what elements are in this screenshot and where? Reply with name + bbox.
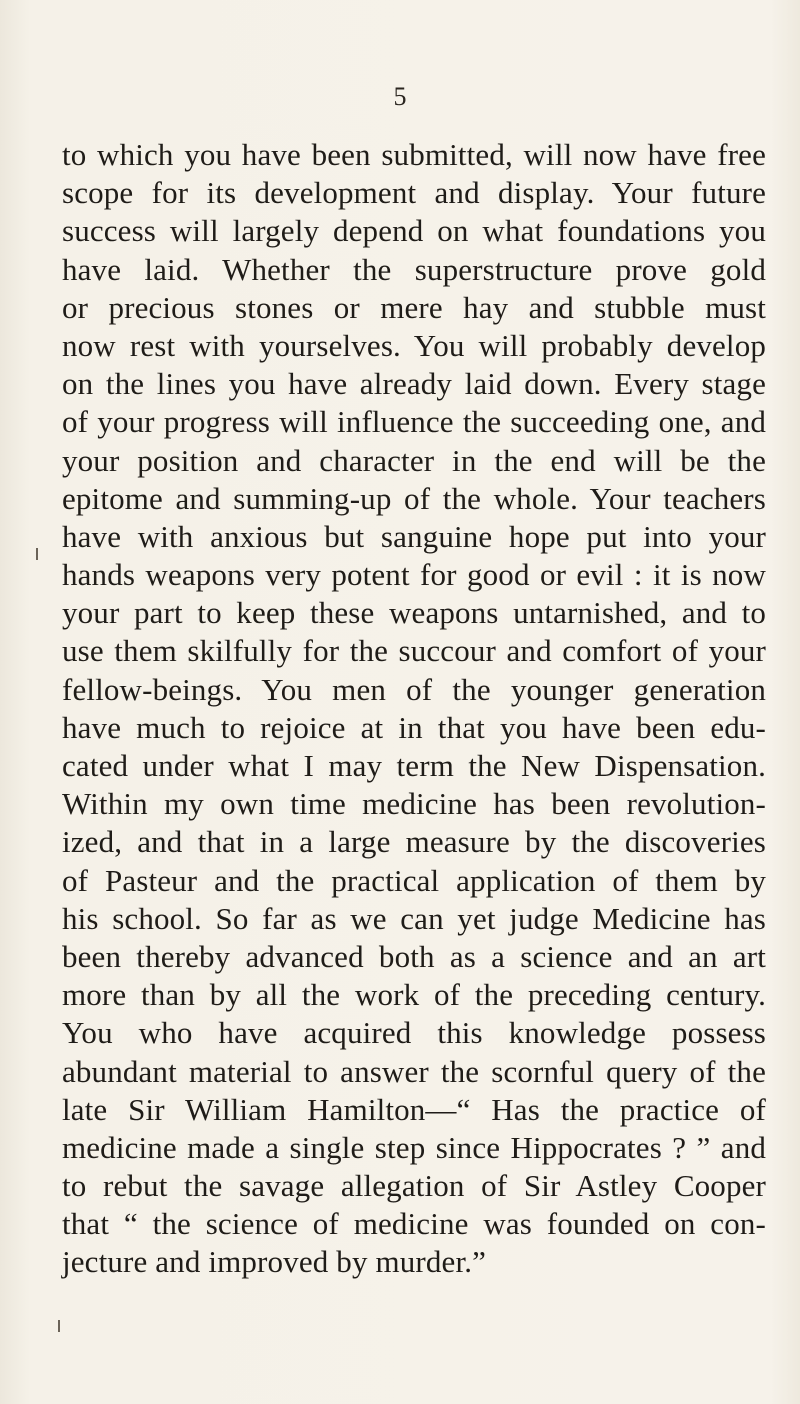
text-line: been thereby advanced both as a science and an art (62, 938, 766, 974)
text-line: epitome and summing-up of the whole. Your teachers (62, 480, 766, 516)
text-line: late Sir William Hamilton—“ Has the practice of (62, 1091, 766, 1127)
page-number: 5 (393, 82, 407, 111)
margin-mark (58, 1320, 60, 1332)
text-line: of Pasteur and the practical application of them by (62, 862, 766, 898)
text-line: to which you have been submitted, will now have free (62, 137, 766, 172)
text-line: your part to keep these weapons untarnished, and to (62, 595, 766, 631)
text-line: on the lines you have already laid down. Every stage (62, 366, 766, 402)
text-line: have with anxious but sanguine hope put into your (62, 518, 766, 554)
text-line: use them skilfully for the succour and comfort of your (62, 633, 766, 669)
text-line: his school. So far as we can yet judge Medicine has (62, 900, 766, 936)
text-line: scope for its development and display. Your future (62, 175, 766, 211)
text-line: hands weapons very potent for good or evil : it is now (62, 557, 766, 593)
text-line: medicine made a single step since Hippocrates ? ” and (62, 1129, 766, 1165)
margin-mark (36, 548, 38, 560)
text-line: have much to rejoice at in that you have been edu- (62, 709, 766, 745)
text-line: of your progress will influence the succeeding one, and (62, 404, 766, 440)
text-line: abundant material to answer the scornful query of the (62, 1053, 766, 1089)
text-line: Within my own time medicine has been revolution- (62, 786, 766, 822)
text-line: more than by all the work of the preceding century. (62, 977, 766, 1013)
text-line: now rest with yourselves. You will probably develop (62, 327, 766, 363)
text-line: or precious stones or mere hay and stubble must (62, 289, 766, 325)
text-line: ized, and that in a large measure by the discoveries (62, 824, 766, 860)
text-line: to rebut the savage allegation of Sir Astley Cooper (62, 1168, 766, 1204)
text-line: your position and character in the end will be the (62, 442, 766, 478)
text-line: You who have acquired this knowledge possess (62, 1015, 766, 1051)
text-line: success will largely depend on what foundations you (62, 213, 766, 249)
text-line-last: jecture and improved by murder.” (62, 1244, 487, 1280)
text-line: fellow-beings. You men of the younger generation (62, 671, 766, 707)
text-line: that “ the science of medicine was founded on con- (62, 1206, 766, 1242)
text-line: cated under what I may term the New Dispensation. (62, 748, 766, 783)
body-text (62, 136, 766, 1282)
text-line: have laid. Whether the superstructure prove gold (62, 251, 766, 287)
